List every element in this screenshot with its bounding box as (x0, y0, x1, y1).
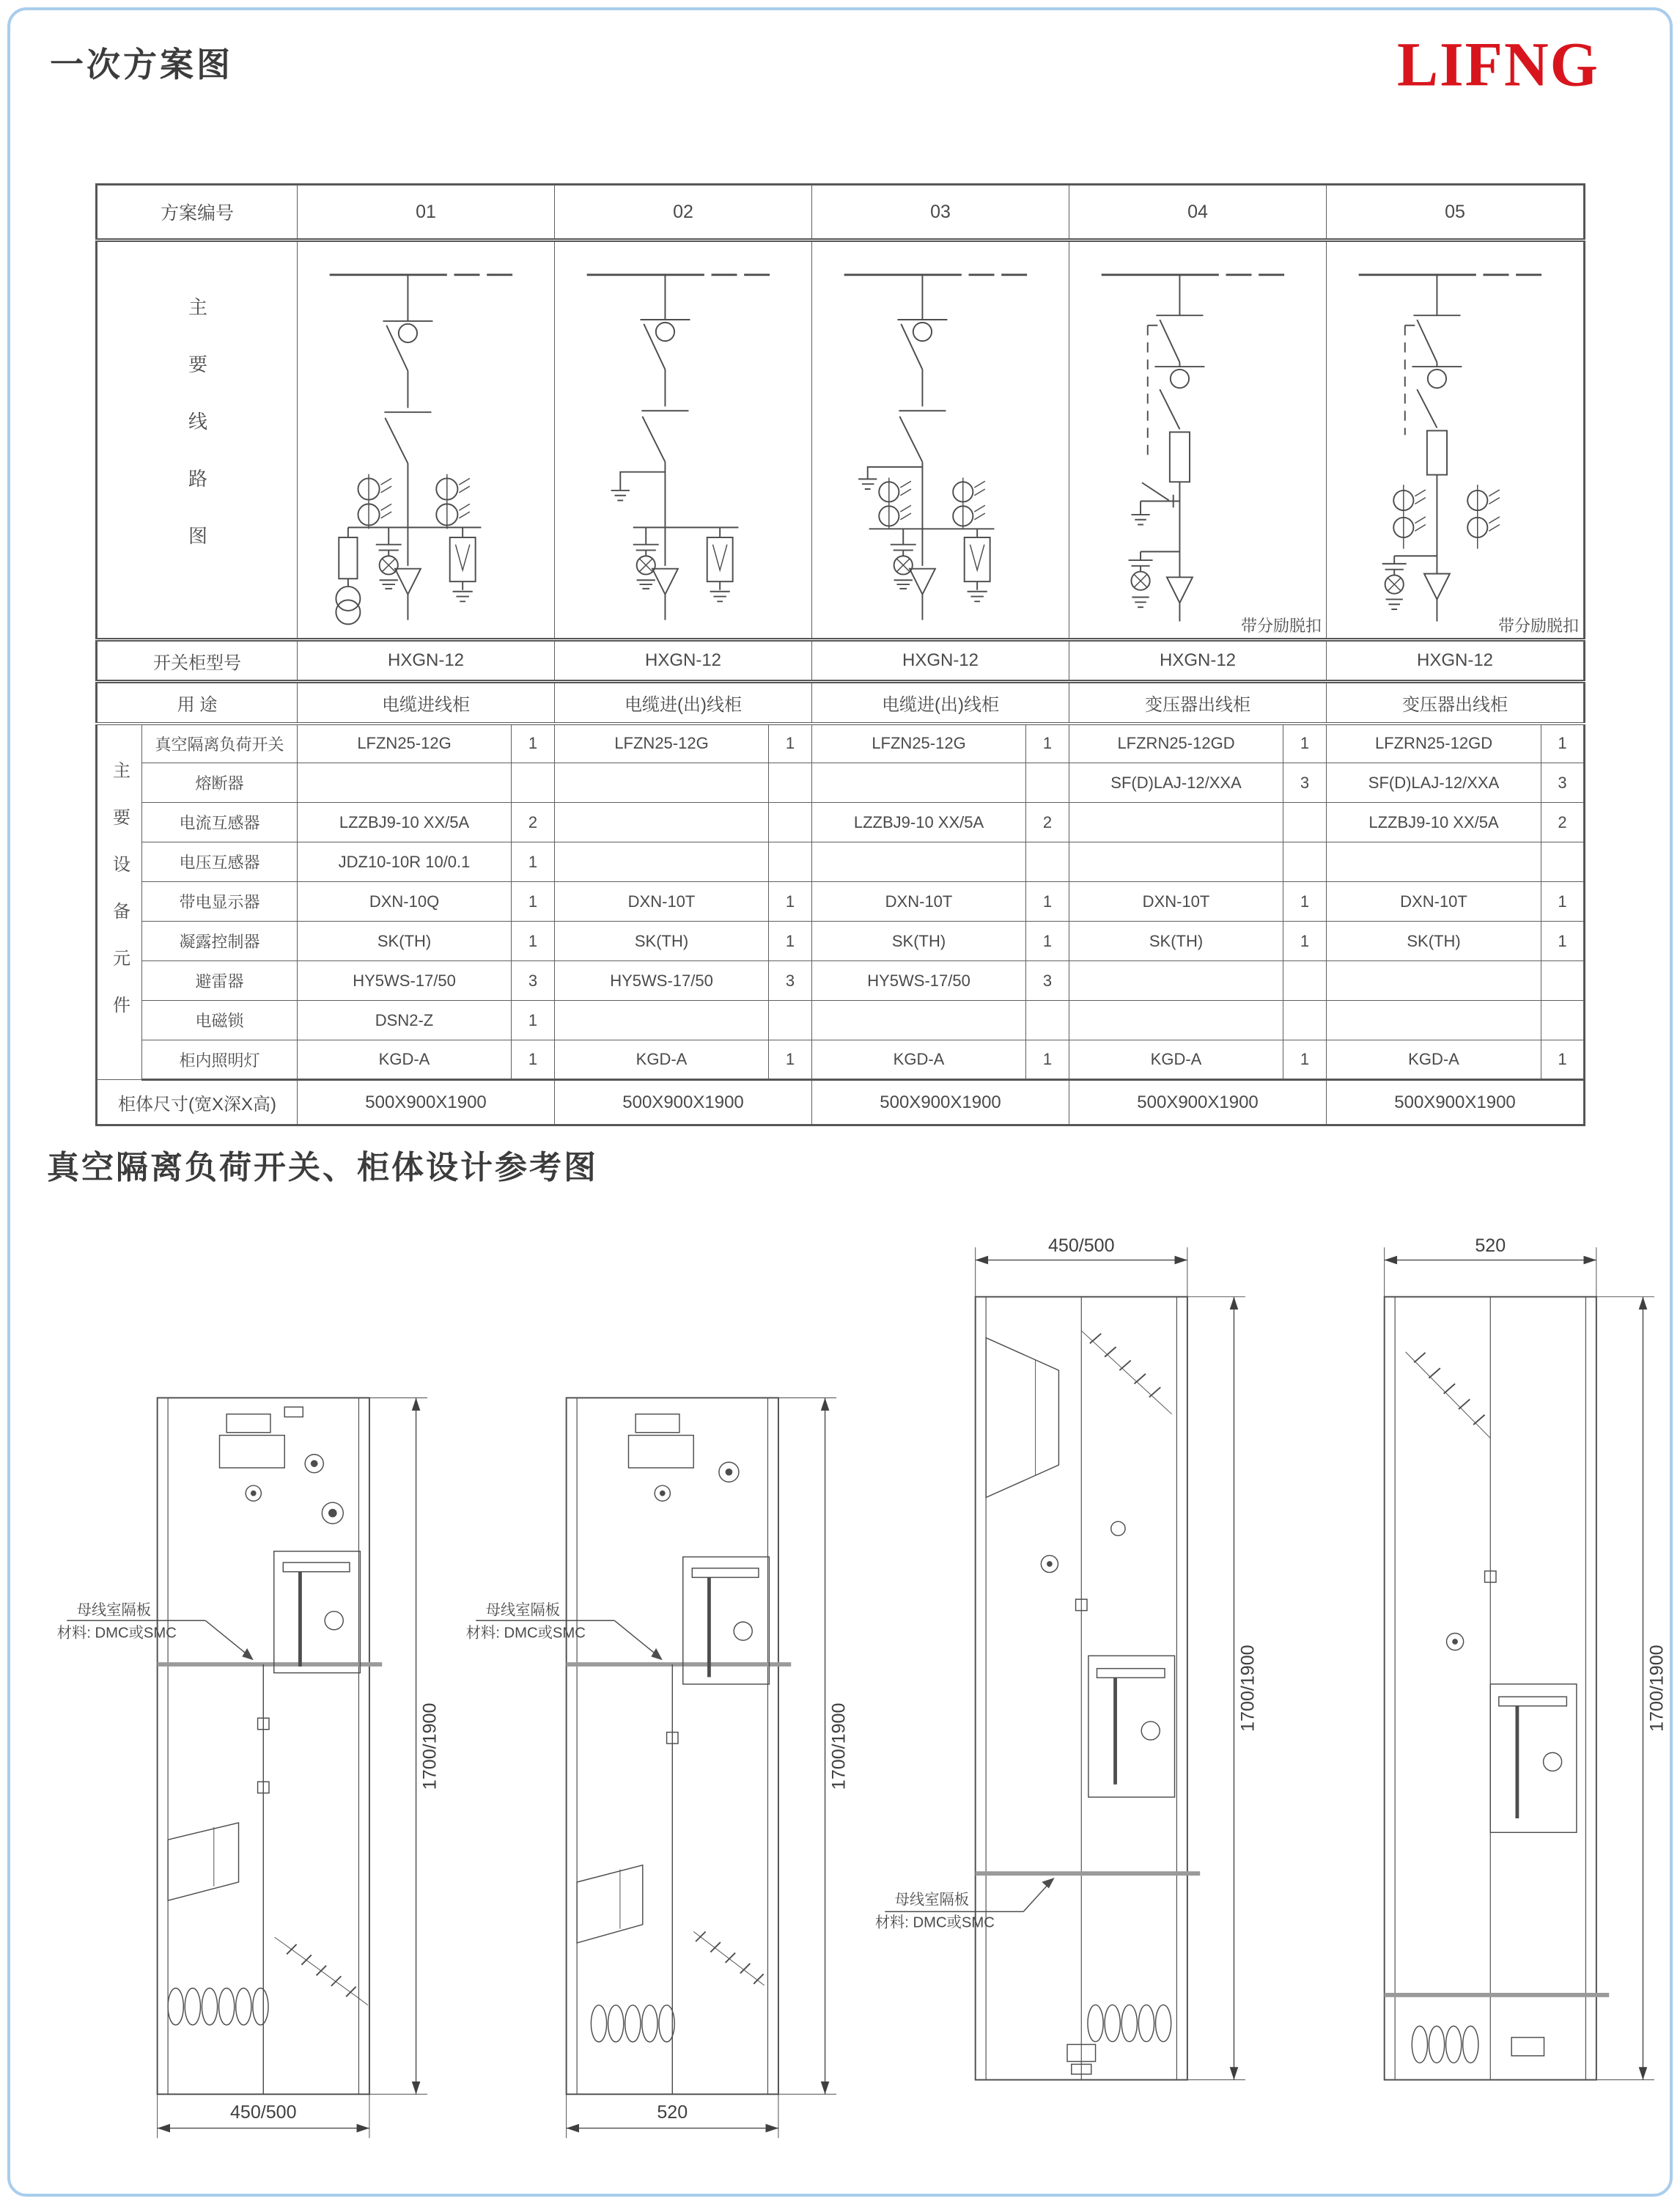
corner-label: 方案编号 (97, 185, 298, 240)
equipment-row-label: 真空隔离负荷开关 (142, 724, 298, 763)
equipment-model-cell: LFZN25-12G (555, 724, 769, 763)
scheme-id: 02 (555, 185, 812, 240)
cabinet-model-cell: HXGN-12 (298, 640, 555, 682)
equipment-model-cell (555, 763, 769, 803)
scheme-diagram-05 (1327, 244, 1569, 636)
cabinet-size-cell: 500X900X1900 (1327, 1080, 1585, 1125)
cabinet-drawing-1 (51, 1387, 447, 2179)
scheme-id: 01 (298, 185, 555, 240)
equipment-row-label: 避雷器 (142, 961, 298, 1001)
usage-cell: 变压器出线柜 (1069, 682, 1327, 724)
equipment-qty-cell (1541, 1001, 1585, 1040)
diagram-note: 带分励脱扣 (1241, 617, 1322, 635)
equipment-qty-cell: 1 (512, 724, 555, 763)
diagram-row-label: 主要线路图 (185, 297, 208, 583)
cabinet-model-cell: HXGN-12 (812, 640, 1069, 682)
partition-label: 母线室隔板 (76, 1602, 151, 1619)
equipment-group-cell (97, 724, 142, 1080)
equipment-qty-cell: 1 (512, 882, 555, 922)
equipment-model-cell (555, 803, 769, 842)
equipment-model-cell: DSN2-Z (298, 1001, 512, 1040)
equipment-qty-cell: 2 (1026, 803, 1069, 842)
equipment-model-cell: KGD-A (812, 1040, 1026, 1080)
width-dimension: 450/500 (1048, 1235, 1115, 1256)
equipment-model-cell: KGD-A (298, 1040, 512, 1080)
cabinet-model-cell: HXGN-12 (555, 640, 812, 682)
equipment-qty-cell (1026, 1001, 1069, 1040)
equipment-qty-cell (769, 1001, 812, 1040)
equipment-model-cell: DXN-10T (1327, 882, 1541, 922)
equipment-qty-cell: 3 (769, 961, 812, 1001)
equipment-model-cell (1327, 961, 1541, 1001)
equipment-qty-cell: 1 (1541, 882, 1585, 922)
equipment-model-cell: SF(D)LAJ-12/XXA (1327, 763, 1541, 803)
equipment-model-cell: LZZBJ9-10 XX/5A (1327, 803, 1541, 842)
brand-logo: LIFNG (1396, 30, 1599, 100)
cabinet-size-cell: 500X900X1900 (812, 1080, 1069, 1125)
equipment-model-cell: SK(TH) (298, 922, 512, 961)
equipment-row (97, 1040, 1585, 1080)
equipment-model-cell: SK(TH) (1069, 922, 1283, 961)
equipment-model-cell: KGD-A (1327, 1040, 1541, 1080)
equipment-qty-cell: 1 (512, 922, 555, 961)
equipment-qty-cell (1283, 1001, 1327, 1040)
equipment-qty-cell: 1 (1283, 922, 1327, 961)
equipment-qty-cell: 1 (1283, 1040, 1327, 1080)
equipment-qty-cell: 2 (512, 803, 555, 842)
width-dimension: 520 (657, 2102, 688, 2123)
equipment-qty-cell: 1 (769, 922, 812, 961)
cabinet-drawing-3-svg (869, 1232, 1265, 2150)
equipment-qty-cell (769, 763, 812, 803)
equipment-qty-cell: 1 (1283, 882, 1327, 922)
cabinet-size-label: 柜体尺寸(宽X深X高) (97, 1080, 298, 1125)
usage-cell: 电缆进(出)线柜 (812, 682, 1069, 724)
equipment-model-cell: KGD-A (555, 1040, 769, 1080)
equipment-qty-cell (512, 763, 555, 803)
equipment-qty-cell: 3 (512, 961, 555, 1001)
equipment-model-cell: DXN-10T (1069, 882, 1283, 922)
equipment-model-cell: LZZBJ9-10 XX/5A (298, 803, 512, 842)
equipment-row-label: 凝露控制器 (142, 922, 298, 961)
partition-label: 母线室隔板 (894, 1892, 969, 1909)
equipment-row-label: 熔断器 (142, 763, 298, 803)
equipment-qty-cell (769, 803, 812, 842)
equipment-qty-cell: 1 (769, 724, 812, 763)
equipment-row-label: 电流互感器 (142, 803, 298, 842)
diagram-note: 带分励脱扣 (1498, 617, 1580, 635)
usage-cell: 变压器出线柜 (1327, 682, 1585, 724)
equipment-qty-cell: 1 (1026, 724, 1069, 763)
partition-label: 材料: DMC或SMC (56, 1625, 177, 1642)
equipment-qty-cell: 1 (1541, 724, 1585, 763)
equipment-model-cell (1069, 1001, 1283, 1040)
equipment-row (97, 882, 1585, 922)
equipment-model-cell (1327, 842, 1541, 882)
one-line-diagram-03 (812, 240, 1069, 640)
cabinet-drawings (51, 1232, 1668, 2179)
equipment-qty-cell (1283, 961, 1327, 1001)
equipment-model-cell: LFZRN25-12GD (1069, 724, 1283, 763)
equipment-model-cell: HY5WS-17/50 (555, 961, 769, 1001)
height-dimension: 1700/1900 (1646, 1645, 1668, 1732)
one-line-diagram-04 (1069, 240, 1327, 640)
scheme-header-row (97, 185, 1585, 240)
equipment-row-label: 电压互感器 (142, 842, 298, 882)
equipment-model-cell: HY5WS-17/50 (812, 961, 1026, 1001)
equipment-model-cell (812, 763, 1026, 803)
cabinet-model-label: 开关柜型号 (97, 640, 298, 682)
equipment-qty-cell: 3 (1026, 961, 1069, 1001)
diagram-row-label-cell (97, 240, 298, 640)
section2-title: 真空隔离负荷开关、柜体设计参考图 (47, 1150, 598, 1186)
equipment-model-cell: JDZ10-10R 10/0.1 (298, 842, 512, 882)
equipment-qty-cell (1541, 842, 1585, 882)
equipment-qty-cell: 3 (1283, 763, 1327, 803)
equipment-model-cell: DXN-10T (812, 882, 1026, 922)
cabinet-size-cell: 500X900X1900 (298, 1080, 555, 1125)
partition-label: 材料: DMC或SMC (465, 1625, 586, 1642)
equipment-row-label: 柜内照明灯 (142, 1040, 298, 1080)
equipment-model-cell (812, 1001, 1026, 1040)
width-dimension: 520 (1475, 1235, 1506, 1256)
equipment-qty-cell (1026, 842, 1069, 882)
width-dimension: 450/500 (229, 2102, 297, 2123)
scheme-table (95, 183, 1585, 1126)
equipment-model-cell: SK(TH) (812, 922, 1026, 961)
equipment-qty-cell: 1 (1541, 922, 1585, 961)
partition-label: 材料: DMC或SMC (874, 1914, 995, 1931)
equipment-model-cell: DXN-10Q (298, 882, 512, 922)
equipment-model-cell: SK(TH) (1327, 922, 1541, 961)
equipment-qty-cell: 1 (512, 1040, 555, 1080)
equipment-row-label: 电磁锁 (142, 1001, 298, 1040)
equipment-model-cell (555, 842, 769, 882)
equipment-qty-cell: 1 (1541, 1040, 1585, 1080)
equipment-model-cell: KGD-A (1069, 1040, 1283, 1080)
scheme-diagram-03 (812, 244, 1054, 636)
equipment-model-cell: LFZN25-12G (298, 724, 512, 763)
equipment-row (97, 961, 1585, 1001)
equipment-qty-cell (1283, 803, 1327, 842)
equipment-model-cell (555, 1001, 769, 1040)
cabinet-drawing-4-svg (1278, 1232, 1674, 2150)
one-line-diagram-01 (298, 240, 555, 640)
height-dimension: 1700/1900 (1237, 1645, 1259, 1732)
equipment-row (97, 922, 1585, 961)
equipment-qty-cell: 1 (512, 842, 555, 882)
cabinet-drawing-1-svg (51, 1387, 447, 2179)
cabinet-model-cell: HXGN-12 (1327, 640, 1585, 682)
equipment-row (97, 1001, 1585, 1040)
equipment-row-label: 带电显示器 (142, 882, 298, 922)
equipment-qty-cell: 1 (1283, 724, 1327, 763)
cabinet-model-cell: HXGN-12 (1069, 640, 1327, 682)
equipment-qty-cell: 1 (512, 1001, 555, 1040)
height-dimension: 1700/1900 (828, 1702, 850, 1790)
equipment-qty-cell (1026, 763, 1069, 803)
scheme-diagram-01 (298, 244, 539, 636)
equipment-model-cell: LZZBJ9-10 XX/5A (812, 803, 1026, 842)
equipment-model-cell: DXN-10T (555, 882, 769, 922)
equipment-model-cell: SF(D)LAJ-12/XXA (1069, 763, 1283, 803)
equipment-model-cell (1069, 842, 1283, 882)
equipment-qty-cell (1283, 842, 1327, 882)
equipment-qty-cell: 1 (1026, 882, 1069, 922)
equipment-qty-cell: 1 (1026, 922, 1069, 961)
equipment-row (97, 763, 1585, 803)
equipment-row (97, 842, 1585, 882)
cabinet-drawing-3 (869, 1232, 1265, 2150)
partition-label: 母线室隔板 (485, 1602, 560, 1619)
cabinet-drawing-2 (460, 1387, 856, 2179)
equipment-model-cell: LFZRN25-12GD (1327, 724, 1541, 763)
equipment-row (97, 803, 1585, 842)
equipment-qty-cell (1541, 961, 1585, 1001)
usage-cell: 电缆进(出)线柜 (555, 682, 812, 724)
equipment-qty-cell: 1 (769, 1040, 812, 1080)
scheme-id: 05 (1327, 185, 1585, 240)
cabinet-size-cell: 500X900X1900 (1069, 1080, 1327, 1125)
one-line-diagram-05 (1327, 240, 1585, 640)
cabinet-size-row (97, 1080, 1585, 1125)
usage-cell: 电缆进线柜 (298, 682, 555, 724)
height-dimension: 1700/1900 (419, 1702, 441, 1790)
equipment-model-cell: HY5WS-17/50 (298, 961, 512, 1001)
cabinet-model-row (97, 640, 1585, 682)
equipment-qty-cell: 1 (769, 882, 812, 922)
usage-label: 用 途 (97, 682, 298, 724)
equipment-row (97, 724, 1585, 763)
equipment-model-cell (812, 842, 1026, 882)
diagram-row (97, 240, 1585, 640)
equipment-group-label: 主要设备元件 (109, 761, 130, 1043)
usage-row (97, 682, 1585, 724)
equipment-model-cell (1069, 961, 1283, 1001)
equipment-model-cell (1069, 803, 1283, 842)
equipment-model-cell (1327, 1001, 1541, 1040)
page-title: 一次方案图 (50, 45, 233, 84)
one-line-diagram-02 (555, 240, 812, 640)
equipment-qty-cell: 2 (1541, 803, 1585, 842)
cabinet-drawing-4 (1278, 1232, 1674, 2150)
scheme-id: 03 (812, 185, 1069, 240)
scheme-diagram-04 (1069, 244, 1311, 636)
equipment-model-cell: LFZN25-12G (812, 724, 1026, 763)
scheme-id: 04 (1069, 185, 1327, 240)
equipment-model-cell (298, 763, 512, 803)
equipment-qty-cell (769, 842, 812, 882)
scheme-diagram-02 (555, 244, 797, 636)
equipment-model-cell: SK(TH) (555, 922, 769, 961)
equipment-qty-cell: 3 (1541, 763, 1585, 803)
cabinet-size-cell: 500X900X1900 (555, 1080, 812, 1125)
cabinet-drawing-2-svg (460, 1387, 856, 2179)
equipment-qty-cell: 1 (1026, 1040, 1069, 1080)
